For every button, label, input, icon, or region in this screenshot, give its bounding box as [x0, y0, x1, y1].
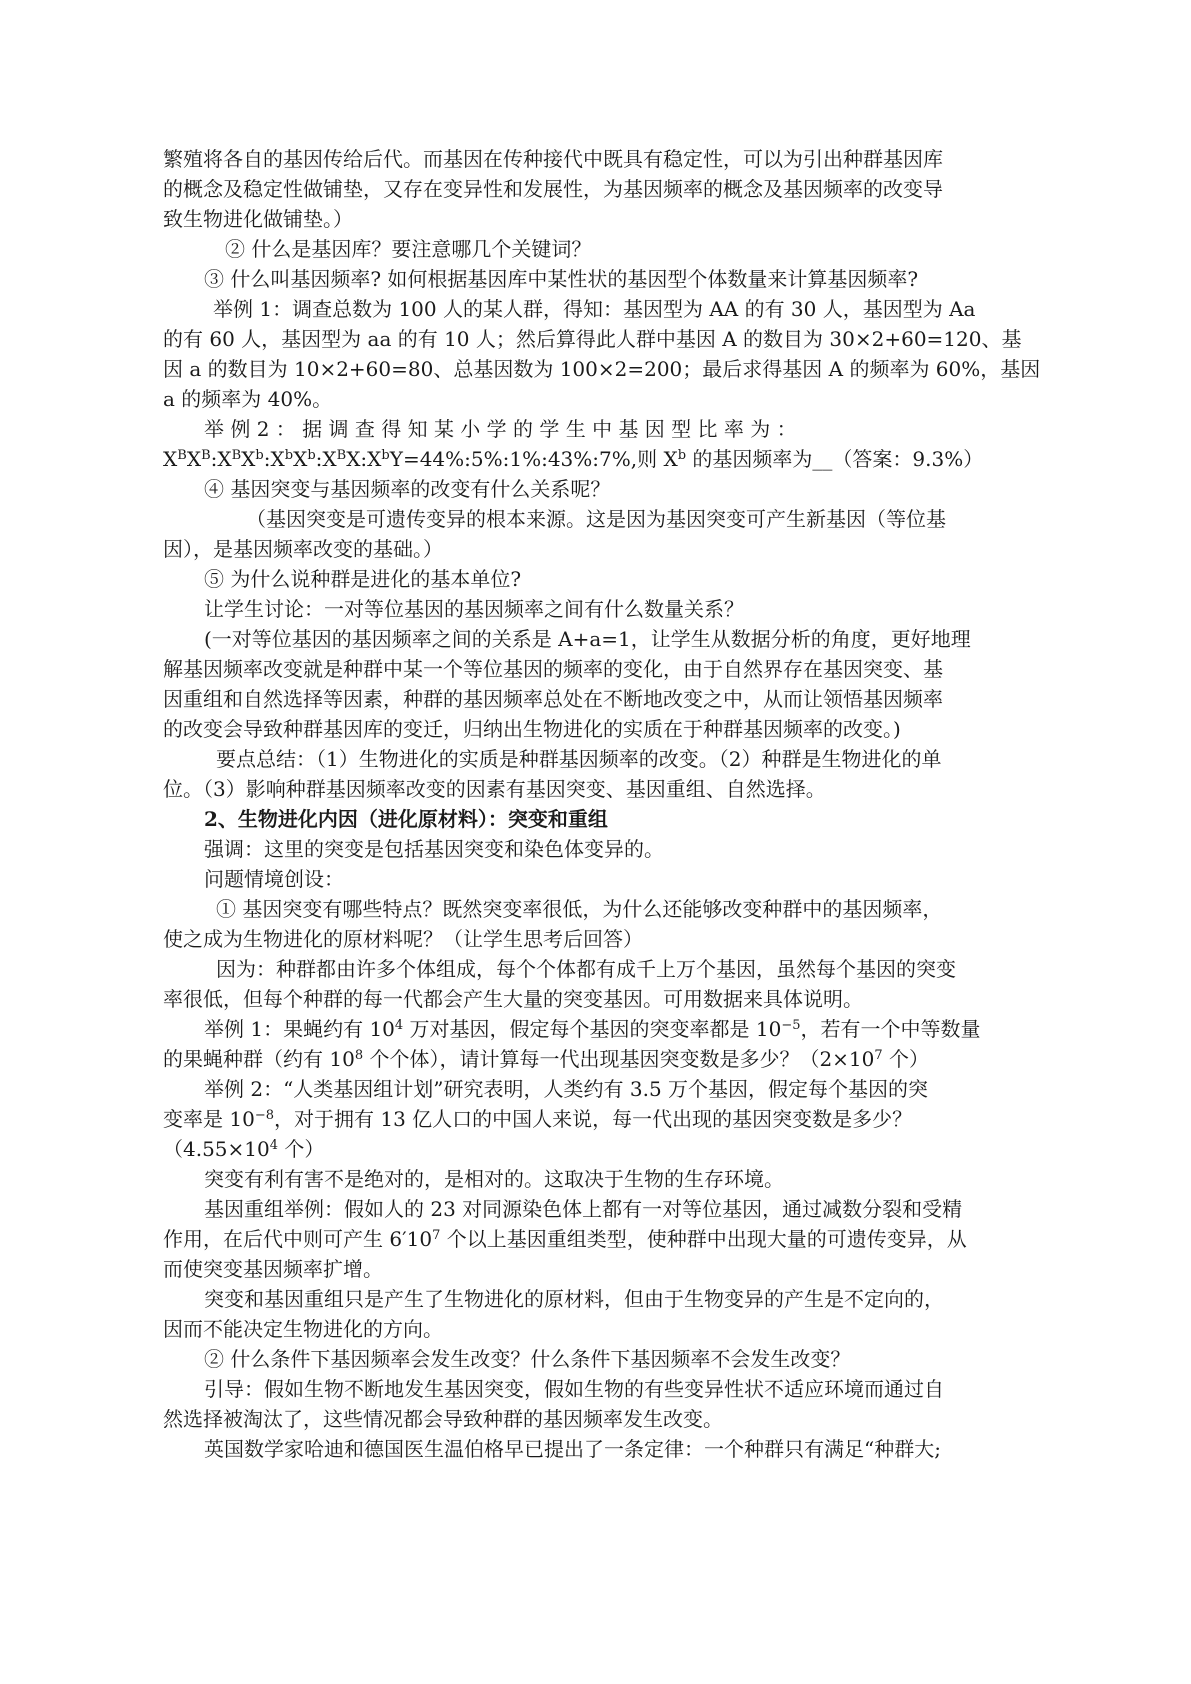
example-line: a 的频率为 40%。 [163, 387, 333, 411]
example-line: 基因重组举例：假如人的 23 对同源染色体上都有一对等位基因，通过减数分裂和受精 [204, 1197, 963, 1221]
question-line: ① 基因突变有哪些特点？既然突变率很低，为什么还能够改变种群中的基因频率， [216, 897, 943, 921]
formula-line: $X^BX^B:X^BX^b:X^bX^b:X^BX:X^bY=44\%:5\%:1\%:43\%:7\%$,则 $X^b$ 的基因频率为__（答案：9.3%） [163, 447, 984, 471]
example-line: 而使突变基因频率扩增。 [163, 1257, 383, 1281]
para-line: (一对等位基因的基因频率之间的关系是 A+a=1，让学生从数据分析的角度，更好地理 [204, 627, 971, 651]
para-line: 率很低，但每个种群的每一代都会产生大量的突变基因。可用数据来具体说明。 [163, 987, 863, 1011]
para-line: 然选择被淘汰了，这些情况都会导致种群的基因频率发生改变。 [163, 1407, 723, 1431]
para-line: 突变有利有害不是绝对的，是相对的。这取决于生物的生存环境。 [204, 1167, 784, 1191]
example-line: 举 例 2 ： 据 调 查 得 知 某 小 学 的 学 生 中 基 因 型 比 率 为 ： [204, 417, 797, 441]
para-line: 的改变会导致种群基因库的变迁，归纳出生物进化的实质在于种群基因频率的改变。) [163, 717, 901, 741]
example-line: 作用，在后代中则可产生 $6'10^7$ 个以上基因重组类型，使种群中出现大量的可遗传变异，从 [163, 1227, 967, 1251]
example-line: （$4.55\times 10^4$ 个） [163, 1137, 325, 1161]
summary-line: 位。（3）影响种群基因频率改变的因素有基因突变、基因重组、自然选择。 [163, 777, 826, 801]
para-line: 英国数学家哈迪和德国医生温伯格早已提出了一条定律：一个种群只有满足“种群大; [204, 1437, 941, 1461]
example-line: 的果蝇种群（约有 $10^8$ 个个体），请计算每一代出现基因突变数是多少？（$2\times 10^7$ 个） [163, 1047, 930, 1071]
para-line: 繁殖将各自的基因传给后代。而基因在传种接代中既具有稳定性，可以为引出种群基因库 [163, 147, 943, 171]
question-line: ③ 什么叫基因频率? 如何根据基因库中某性状的基因型个体数量来计算基因频率? [204, 267, 919, 291]
para-line: 突变和基因重组只是产生了生物进化的原材料，但由于生物变异的产生是不定向的， [204, 1287, 944, 1311]
summary-line: 要点总结：（1）生物进化的实质是种群基因频率的改变。（2）种群是生物进化的单 [216, 747, 942, 771]
para-line: 因为：种群都由许多个体组成，每个个体都有成千上万个基因，虽然每个基因的突变 [216, 957, 956, 981]
para-line: 的概念及稳定性做铺垫，又存在变异性和发展性，为基因频率的概念及基因频率的改变导 [163, 177, 943, 201]
example-line: 的有 60 人，基因型为 aa 的有 10 人；然后算得此人群中基因 A 的数目为 30×2+60=120、基 [163, 327, 1022, 351]
example-line: 举例 1：果蝇约有 $10^4$ 万对基因，假定每个基因的突变率都是 $10^{-5}$，若有一个中等数量 [204, 1017, 981, 1041]
para-line: 问题情境创设： [204, 867, 344, 891]
para-line: （基因突变是可遗传变异的根本来源。这是因为基因突变可产生新基因（等位基 [246, 507, 946, 531]
para-line: 强调：这里的突变是包括基因突变和染色体变异的。 [204, 837, 664, 861]
question-line: ⑤ 为什么说种群是进化的基本单位? [204, 567, 522, 591]
question-line: ④ 基因突变与基因频率的改变有什么关系呢？ [204, 477, 611, 501]
para-line: 因重组和自然选择等因素，种群的基因频率总处在不断地改变之中，从而让领悟基因频率 [163, 687, 943, 711]
question-line: ② 什么条件下基因频率会发生改变？什么条件下基因频率不会发生改变？ [204, 1347, 851, 1371]
para-line: 引导：假如生物不断地发生基因突变，假如生物的有些变异性状不适应环境而通过自 [204, 1377, 944, 1401]
question-line: 使之成为生物进化的原材料呢？（让学生思考后回答） [163, 927, 643, 951]
para-line: 因），是基因频率改变的基础。） [163, 537, 443, 561]
example-line: 举例 2：“人类基因组计划”研究表明，人类约有 3.5 万个基因，假定每个基因的突 [204, 1077, 929, 1101]
example-line: 变率是 $10^{-8}$，对于拥有 13 亿人口的中国人来说，每一代出现的基因突变数是多少？ [163, 1107, 913, 1131]
para-line: 解基因频率改变就是种群中某一个等位基因的频率的变化，由于自然界存在基因突变、基 [163, 657, 943, 681]
example-line: 因 a 的数目为 10×2+60=80、总基因数为 100×2=200；最后求得基因 A 的频率为 60%，基因 [163, 357, 1041, 381]
section-heading: 2、生物进化内因（进化原材料）：突变和重组 [204, 807, 608, 831]
para-line: 因而不能决定生物进化的方向。 [163, 1317, 443, 1341]
question-line: ② 什么是基因库？要注意哪几个关键词？ [225, 237, 592, 261]
example-line: 举例 1：调查总数为 100 人的某人群，得知：基因型为 AA 的有 30 人，基因型为 Aa [213, 297, 976, 321]
para-line: 让学生讨论：一对等位基因的基因频率之间有什么数量关系？ [204, 597, 744, 621]
para-line: 致生物进化做铺垫。） [163, 207, 353, 231]
